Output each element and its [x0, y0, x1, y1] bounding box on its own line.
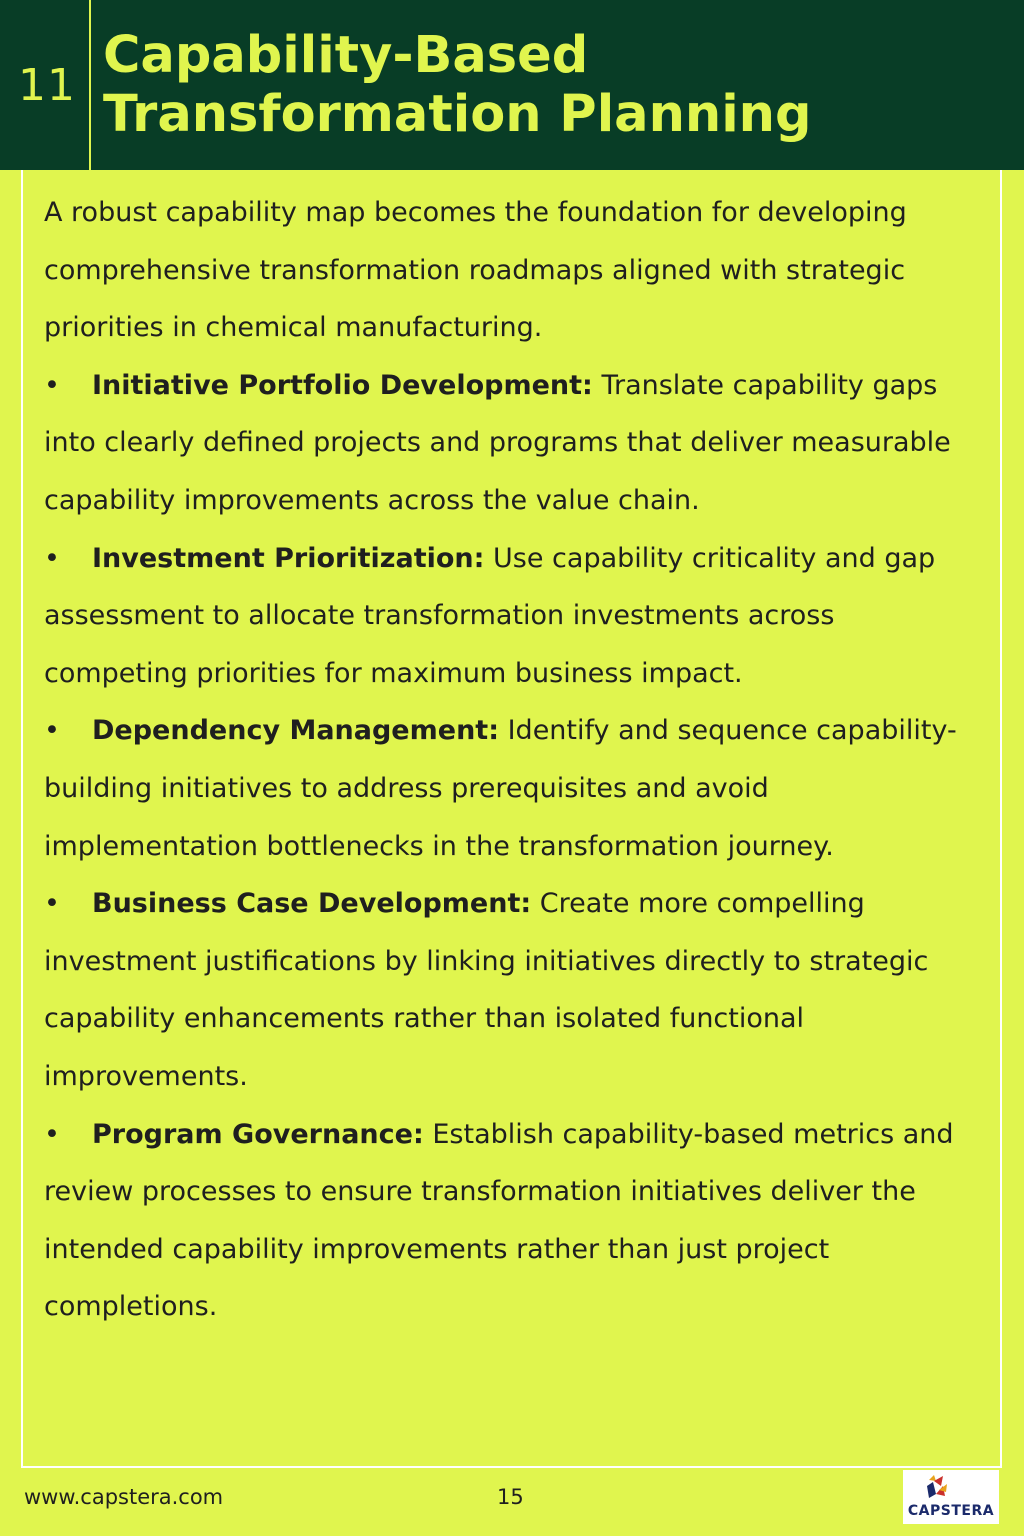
bullet-text: Use capability criticality and gap assessment to allocate transformation investments across competing priorities for maximum business impact.: [44, 542, 936, 689]
bullet-item: [44, 530, 979, 703]
bullet-item: [44, 357, 979, 530]
capstera-logo: [903, 1470, 999, 1524]
bullet-label: Program Governance:: [92, 1118, 424, 1150]
page-header: [0, 0, 1024, 170]
page-number: 15: [497, 1485, 524, 1509]
bullet-icon: •: [44, 888, 60, 920]
bullet-icon: •: [44, 542, 60, 574]
bullet-label: Dependency Management:: [92, 715, 499, 747]
bullet-icon: •: [44, 715, 60, 747]
bullet-text: Establish capability-based metrics and review processes to ensure transformation initiatives deliver the intended capability improvements rather than just project completions.: [44, 1118, 954, 1323]
bullet-text: Translate capability gaps into clearly defined projects and programs that deliver measurable capability improvements across the value chain.: [44, 369, 951, 516]
body-content: [44, 184, 979, 1336]
bullet-icon: •: [44, 369, 60, 401]
bullet-label: Investment Prioritization:: [92, 542, 485, 574]
bullet-text: Identify and sequence capability-building initiatives to address prerequisites and avoid implementation bottlenecks in the transformation journey.: [44, 715, 957, 862]
logo-text: CAPSTERA: [907, 1503, 995, 1519]
bullet-icon: •: [44, 1118, 60, 1150]
bullet-text: Create more compelling investment justifications by linking initiatives directly to strategic capability enhancements rather than isolated functional improvements.: [44, 888, 929, 1092]
bullet-item: [44, 875, 979, 1105]
capstera-logo-icon: [903, 1472, 999, 1502]
bullet-item: [44, 702, 979, 875]
chapter-number: 11: [18, 60, 76, 111]
footer-url-link[interactable]: www.capstera.com: [24, 1485, 224, 1509]
bullet-label: Initiative Portfolio Development:: [92, 369, 593, 401]
bullet-label: Business Case Development:: [92, 888, 532, 920]
header-divider: [89, 0, 91, 170]
page-title: Capability-Based Transformation Planning: [103, 26, 812, 144]
bullet-item: [44, 1106, 979, 1336]
intro-paragraph: A robust capability map becomes the foundation for developing comprehensive transformation roadmaps aligned with strategic priorities in chemical manufacturing.: [44, 197, 907, 344]
